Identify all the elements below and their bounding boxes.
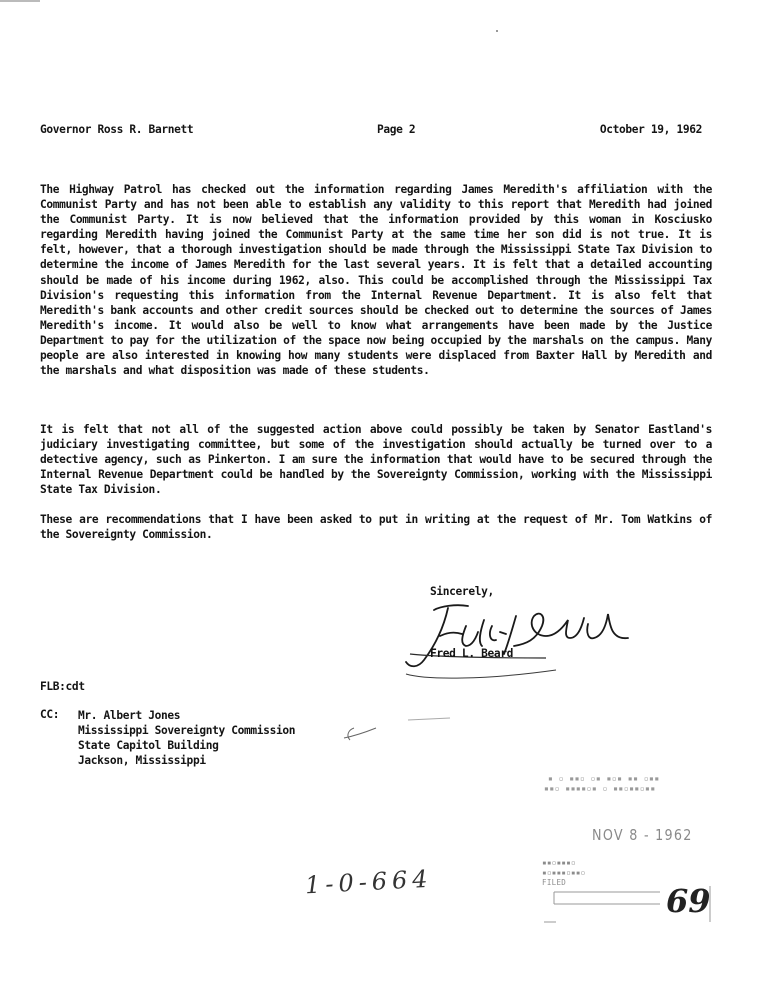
- stamp-line-serialized: ▪▫▪▪▪▫▪▪▫: [542, 868, 586, 877]
- paragraph-text: These are recommendations that I have been asked to put in writing at the request of Mr. Tom Watkins of the Sovereignty Commission.: [40, 513, 712, 542]
- paragraph-text: It is felt that not all of the suggested action above could possibly be taken by Senator Eastland's judiciary investigating committee, but some of the investigation should actually be turned over to a detective agency, such as Pinkerton. I am sure the information that would have to be secured through the Internal Revenue Department could be handled by the Sovereignty Commission, working with the Mississippi State Tax Division.: [40, 423, 712, 497]
- handwritten-mark: 69: [666, 882, 711, 920]
- received-stamp: [540, 774, 726, 924]
- stamp-date: NOV 8 - 1962: [592, 826, 693, 844]
- header-date: October 19, 1962: [599, 123, 702, 136]
- cc-line: Jackson, Mississippi: [78, 754, 206, 768]
- cc-label: CC:: [40, 708, 60, 721]
- stamp-label-filed: FILED: [542, 878, 567, 887]
- scan-speck: [496, 30, 498, 32]
- body-paragraph-3: [40, 512, 712, 542]
- scan-edge-mark: [0, 0, 40, 2]
- cc-line: Mississippi Sovereignty Commission: [78, 724, 296, 738]
- handwritten-file-number: 1-0-664: [304, 864, 434, 900]
- closing-salutation: Sincerely,: [430, 585, 494, 598]
- cc-line: State Capitol Building: [78, 739, 219, 753]
- pencil-check-mark-icon: [340, 714, 460, 744]
- header-recipient: Governor Ross R. Barnett: [40, 123, 194, 136]
- paragraph-text: The Highway Patrol has checked out the information regarding James Meredith's affiliation with the Communist Party and has not been able to establish any validity to this report that Meredith had joined the Communist Party. It is now believed that the information provided by this woman in Kosciusko regarding Meredith having joined the Communist Party at the same time her son did is not true. It is felt, however, that a thorough investigation should be made through the Mississippi State Tax Division to determine the income of James Meredith for the last several years. It is felt that a detailed accounting should be made of his income during 1962, also. This could be accomplished through the Mississippi Tax Division's requesting this information from the Internal Revenue Department. It is also felt that Meredith's bank accounts and other credit sources should be checked out to determine the sources of James Meredith's income. It would also be well to know what arrangements have been made by the Justice Department to pay for the utilization of the space now being occupied by the marshals on the campus. Many people are also interested in knowing how many students were displaced from Baxter Hall by Meredith and the marshals and what disposition was made of these students.: [40, 183, 712, 378]
- body-paragraph-2: [40, 422, 712, 497]
- handwritten-initials-icon: [662, 878, 722, 924]
- reference-initials: FLB:cdt: [40, 680, 85, 693]
- handwritten-signature-icon: [396, 596, 636, 686]
- stamp-faint-line-2: ▪▪▫ ▪▪▪▪▫▪ ▫ ▪▪▫▪▪▫▪▪: [544, 784, 656, 793]
- cc-line: Mr. Albert Jones: [78, 709, 181, 722]
- stamp-faint-line-1: ▪ ▫ ▪▪▫ ▫▪ ▪▫▪ ▪▪ ▫▪▪: [548, 774, 660, 783]
- signer-name: Fred L. Beard: [430, 647, 514, 660]
- stamp-line-searched: ▪▪▫▪▪▪▫: [542, 858, 576, 867]
- letter-header: [40, 123, 704, 139]
- header-page-number: Page 2: [377, 123, 416, 136]
- body-paragraph-1: [40, 182, 712, 378]
